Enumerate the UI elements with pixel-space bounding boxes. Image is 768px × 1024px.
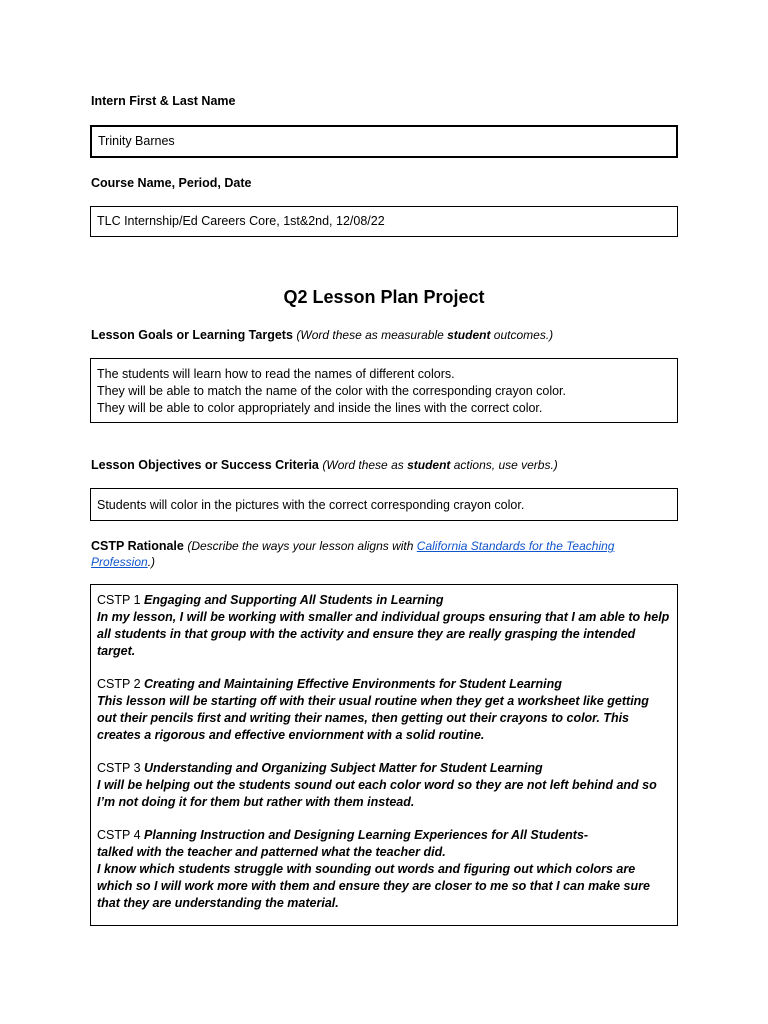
cstp-item-title: Engaging and Supporting All Students in Learning — [144, 593, 444, 607]
objectives-field[interactable] — [90, 488, 678, 521]
intern-name-field[interactable] — [90, 125, 678, 158]
intern-name-label: Intern First & Last Name — [91, 94, 236, 108]
cstp-item — [97, 676, 671, 744]
objectives-label-row — [91, 457, 558, 473]
goals-hint: (Word these as measurable student outcomes.) — [296, 328, 554, 342]
objectives-label: Lesson Objectives or Success Criteria — [91, 458, 319, 472]
goals-line: They will be able to match the name of the color with the corresponding crayon color. — [97, 384, 567, 398]
cstp-item-body: This lesson will be starting off with their usual routine when they get a worksheet like getting out their pencils first and writing their names, then getting out their crayons to color. This creates a rigorous and effective enviornment with a solid routine. — [97, 694, 649, 742]
cstp-item — [97, 827, 671, 912]
objectives-value: Students will color in the pictures with the correct corresponding crayon color. — [97, 498, 525, 512]
goals-label-row — [91, 327, 553, 343]
cstp-item-number: CSTP 3 — [97, 761, 141, 775]
goals-line: They will be able to color appropriately and inside the lines with the correct color. — [97, 401, 543, 415]
page-title: Q2 Lesson Plan Project — [283, 287, 485, 307]
goals-line: The students will learn how to read the names of different colors. — [97, 367, 455, 381]
cstp-item — [97, 592, 671, 660]
cstp-hint: (Describe the ways your lesson aligns with California Standards for the Teaching Profession.) — [91, 539, 615, 569]
cstp-item-number: CSTP 4 — [97, 828, 141, 842]
objectives-hint: (Word these as student actions, use verbs.) — [322, 458, 558, 472]
cstp-item — [97, 760, 671, 811]
goals-field[interactable] — [90, 358, 678, 423]
cstp-item-number: CSTP 2 — [97, 677, 141, 691]
cstp-field[interactable] — [90, 584, 678, 926]
cstp-item-body: In my lesson, I will be working with smaller and individual groups ensuring that I am able to help all students in that group with the activity and ensure they are really grasping the intended target. — [97, 610, 670, 658]
cstp-item-title: Planning Instruction and Designing Learning Experiences for All Students- — [144, 828, 589, 842]
cstp-item-title: Understanding and Organizing Subject Matter for Student Learning — [144, 761, 543, 775]
course-field[interactable] — [90, 206, 678, 237]
cstp-standards-link[interactable]: California Standards for the Teaching Profession — [91, 539, 615, 569]
cstp-label: CSTP Rationale — [91, 539, 184, 553]
cstp-label-row — [91, 538, 681, 570]
intern-name-value: Trinity Barnes — [98, 134, 175, 148]
course-label: Course Name, Period, Date — [91, 176, 252, 190]
goals-label: Lesson Goals or Learning Targets — [91, 328, 293, 342]
cstp-item-body: talked with the teacher and patterned what the teacher did. I know which students struggle with sounding out words and figuring out which colors are which so I will work more with them and ensure they are closer to me so that I can make sure that they are understanding the material. — [97, 845, 650, 910]
course-value: TLC Internship/Ed Careers Core, 1st&2nd, 12/08/22 — [97, 214, 385, 228]
cstp-item-number: CSTP 1 — [97, 593, 141, 607]
cstp-item-title: Creating and Maintaining Effective Environments for Student Learning — [144, 677, 562, 691]
cstp-item-body: I will be helping out the students sound out each color word so they are not left behind and so I’m not doing it for them but rather with them instead. — [97, 778, 657, 809]
